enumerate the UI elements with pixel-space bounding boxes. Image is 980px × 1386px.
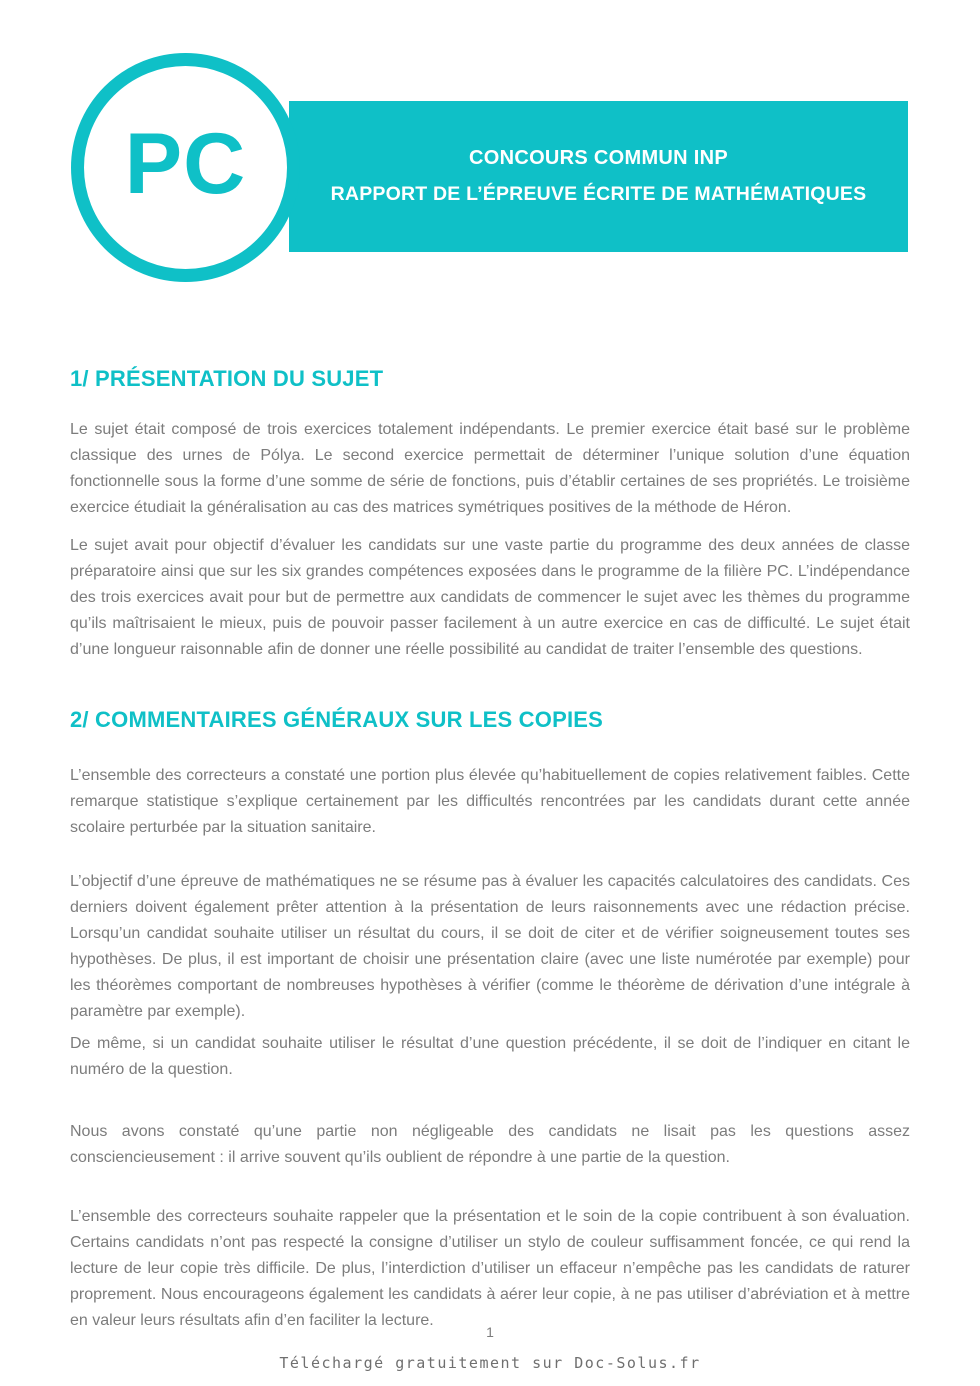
section-2-paragraph-1: L’ensemble des correcteurs a constaté une portion plus élevée qu’habituellement de copies relativement faibles. Cette remarque statistique s’explique certainement par les difficultés rencontrées par les candidats durant cette année scolaire perturbée par la situation sanitaire.: [70, 767, 910, 836]
pc-badge-label: PC: [124, 115, 247, 212]
section-1-paragraph-2: Le sujet avait pour objectif d’évaluer les candidats sur une vaste partie du programme des deux années de classe préparatoire ainsi que sur les six grandes compétences exposées dans le programme de la filière PC. L’indépendance des trois exercices avait pour but de permettre aux candidats de commencer le sujet avec les thèmes du programme qu’ils maîtrisaient le mieux, puis de pouvoir passer facilement à un autre exercice en cas de difficulté. Le sujet était d’une longueur raisonnable afin de donner une réelle possibilité au candidat de traiter l’ensemble des questions.: [70, 537, 910, 658]
pc-filiere-badge: [71, 53, 300, 282]
section-1-heading: 1/ PRÉSENTATION DU SUJET: [70, 366, 384, 391]
page-number: 1: [486, 1324, 494, 1340]
document-header: [0, 0, 980, 282]
header-banner: [289, 101, 908, 252]
banner-title: CONCOURS COMMUN INP: [468, 147, 729, 169]
section-1-paragraph-1: Le sujet était composé de trois exercices totalement indépendants. Le premier exercice était basé sur le problème classique des urnes de Pólya. Le second exercice permettait de déterminer l’unique solution d’une équation fonctionnelle sous la forme d’une somme de série de fonctions, puis d’établir certaines de ses propriétés. Le troisième exercice étudiait la généralisation au cas des matrices symétriques positives de la méthode de Héron.: [70, 421, 910, 516]
section-2-heading: 2/ COMMENTAIRES GÉNÉRAUX SUR LES COPIES: [70, 707, 604, 732]
download-notice: Téléchargé gratuitement sur Doc-Solus.fr: [279, 1354, 701, 1372]
section-2-paragraph-5: L’ensemble des correcteurs souhaite rappeler que la présentation et le soin de la copie contribuent à son évaluation. Certains candidats n’ont pas respecté la consigne d’utiliser un stylo de couleur suffisamment foncée, ce qui rend la lecture de leur copie très difficile. De plus, l’interdiction d’utiliser un effaceur n’empêche pas les candidats de raturer proprement. Nous encourageons également les candidats à aérer leur copie, à ne pas utiliser d’abréviation et à mettre en valeur leurs résultats afin d’en faciliter la lecture.: [70, 1208, 910, 1329]
document-body: [70, 366, 910, 1334]
banner-subtitle: RAPPORT DE L’ÉPREUVE ÉCRITE DE MATHÉMATIQUES: [330, 183, 867, 205]
section-2-paragraph-2: L’objectif d’une épreuve de mathématiques ne se résume pas à évaluer les capacités calculatoires des candidats. Ces derniers doivent également prêter attention à la présentation de leurs raisonnements avec une rédaction précise. Lorsqu’un candidat souhaite utiliser un résultat du cours, il se doit de citer et de vérifier soigneusement toutes ses hypothèses. De plus, il est important de choisir une présentation claire (avec une liste numérotée par exemple) pour les théorèmes comportant de nombreuses hypothèses à vérifier (comme le théorème de dérivation d’une intégrale à paramètre par exemple).: [70, 873, 910, 1020]
section-2-paragraph-3: De même, si un candidat souhaite utiliser le résultat d’une question précédente, il se doit de l’indiquer en citant le numéro de la question.: [70, 1035, 910, 1078]
section-2-paragraph-4: Nous avons constaté qu’une partie non négligeable des candidats ne lisait pas les questions assez consciencieusement : il arrive souvent qu’ils oublient de répondre à une partie de la question.: [70, 1123, 910, 1166]
